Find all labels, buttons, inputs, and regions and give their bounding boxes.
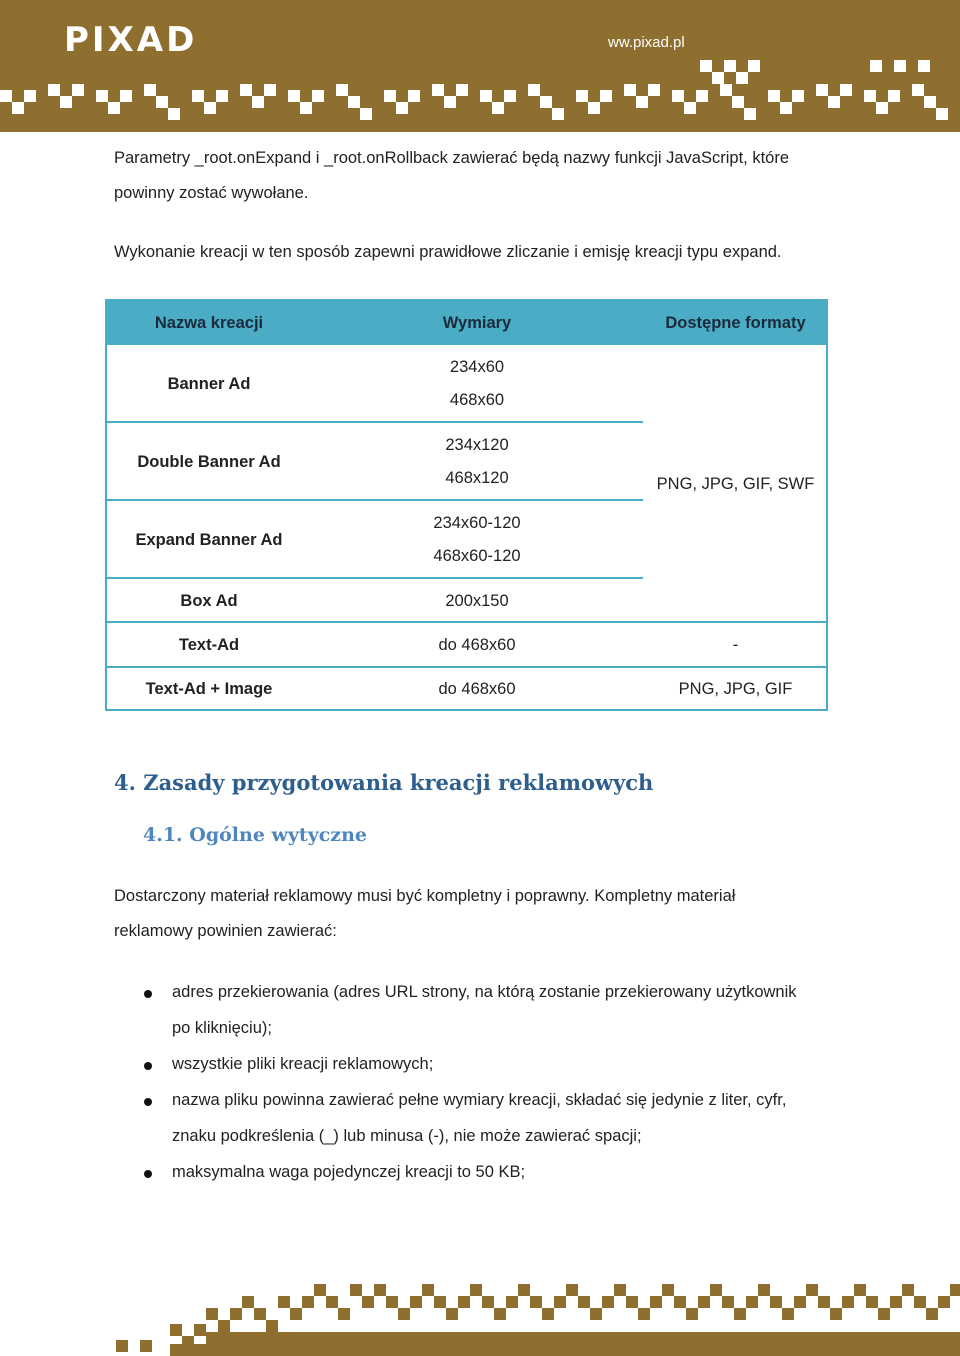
table-row-dims: do 468x60 [438,635,516,654]
table-row-formats: - [732,635,739,654]
table-row-dims: 234x60 468x60 [449,358,505,409]
intro-paragraph-2: Wykonanie kreacji w ten sposób zapewni prawidłowe zliczanie i emisję kreacji typu expand. [114,243,782,261]
table-row-name: Box Ad [180,591,238,610]
section-paragraph [114,879,854,949]
table-row-formats: PNG, JPG, GIF [678,680,793,698]
pixad-logo: PIXAD [64,20,198,60]
table-row-name: Banner Ad [167,374,251,393]
table-header-row [107,301,826,345]
ad-formats-table [105,299,828,711]
bullet-icon [144,990,152,998]
list-item: nazwa pliku powinna zawierać pełne wymiary kreacji, składać się jedynie z liter, cyfr, znaku podkreślenia (_) lub minusa (-), nie może zawierać spacji; [172,1091,787,1145]
bullet-icon [144,1170,152,1178]
table-row-name: Double Banner Ad [137,452,281,471]
pixel-pattern-decoration [0,60,960,132]
header-cell-formats: Dostępne formaty [665,314,806,332]
table-row-name: Text-Ad + Image [145,680,273,698]
section-heading: 4. Zasady przygotowania kreacji reklamowych [114,770,654,795]
site-url: ww.pixad.pl [608,34,685,51]
bullet-icon [144,1098,152,1106]
table-row-name: Expand Banner Ad [135,530,283,549]
page-header [0,0,960,132]
footer-pixel-decoration [0,1272,960,1356]
header-cell-name: Nazwa kreacji [154,314,264,332]
section-line-1: Dostarczony materiał reklamowy musi być kompletny i poprawny. Kompletny materiał [114,887,736,905]
table-row-name: Text-Ad [178,635,240,654]
section-line-2: reklamowy powinien zawierać: [114,922,337,940]
table-row-dims: 234x60-120 468x60-120 [433,514,521,565]
list-item: maksymalna waga pojedynczej kreacji to 50 KB; [172,1163,526,1181]
header-cell-dimensions: Wymiary [442,314,512,332]
merged-formats-cell: PNG, JPG, GIF, SWF [656,474,815,493]
list-item: adres przekierowania (adres URL strony, na którą zostanie przekierowany użytkownik po kliknięciu); [172,983,797,1037]
table-row-dims: do 468x60 [438,680,516,698]
bullet-icon [144,1062,152,1070]
table-row-dims: 234x120 468x120 [445,436,509,487]
intro-line-1: Parametry _root.onExpand i _root.onRollback zawierać będą nazwy funkcji JavaScript, które [114,149,790,167]
list-item: wszystkie pliki kreacji reklamowych; [172,1055,434,1073]
table-row-dims: 200x150 [445,591,509,610]
intro-paragraph [114,141,854,211]
intro-line-2: powinny zostać wywołane. [114,184,309,202]
subsection-heading: 4.1. Ogólne wytyczne [143,824,368,846]
